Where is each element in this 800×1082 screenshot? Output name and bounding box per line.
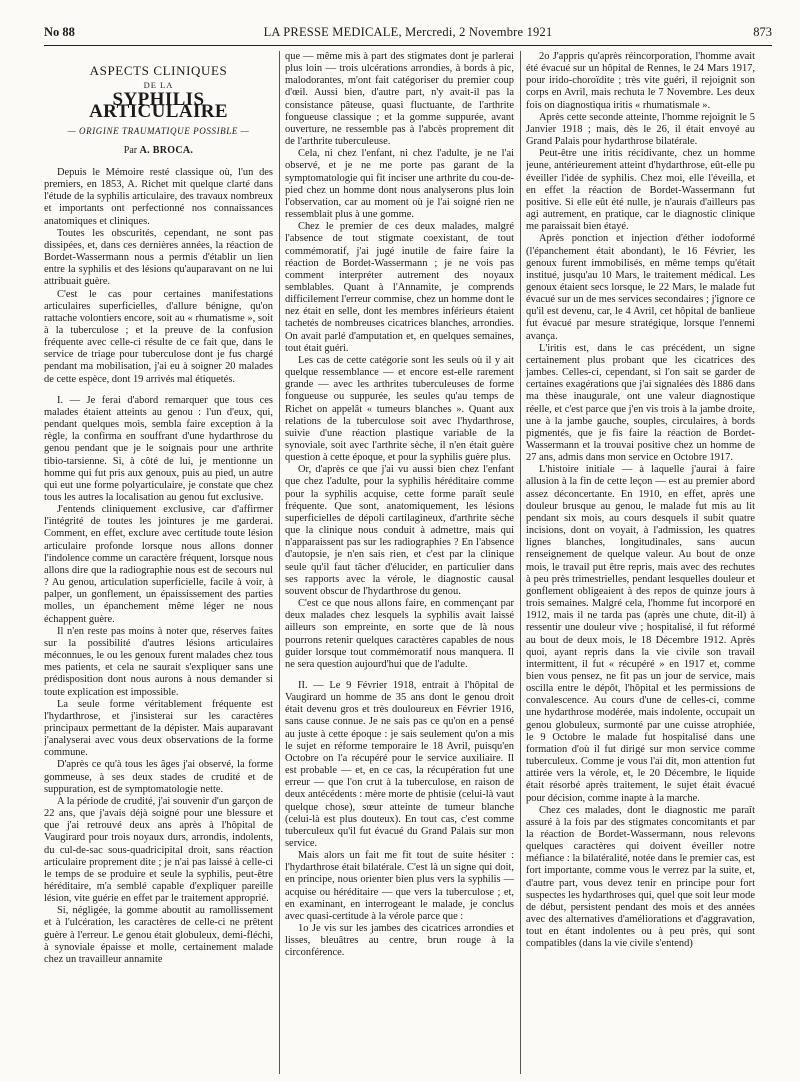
- paragraph: Après cette seconde atteinte, l'homme rejoignit le 5 Janvier 1918 ; mais, dès le 26, il était envoyé au Grand Palais pour hydarthrose bilatérale.: [526, 111, 755, 148]
- paragraph: 1o Je vis sur les jambes des cicatrices arrondies et lisses, bleuâtres au centre, brun rouge à la circonférence.: [285, 923, 514, 959]
- paragraph: L'iritis est, dans le cas précédent, un signe certainement plus probant que les cicatrices des jambes. Celles-ci, cependant, si l'on sait se garder de certaines exagérations que j'ai signalées dès 1886 dans ma thèse inaugurale, ont une valeur diagnostique réelle, et c'est parce que j'en vis trois à la jambe droite, une à la jambe gauche, souples, circulaires, à bords pigmentés, que je fis faire la réaction de Bordet-Wassermann et la trouvai positive chez un homme de 27 ans, admis dans mon service en Octobre 1917.: [526, 342, 755, 464]
- column-divider-2: [520, 51, 521, 1074]
- byline-prefix: Par: [123, 144, 138, 156]
- paragraph: que — même mis à part des stigmates dont je parlerai plus loin — trois ulcérations arrondies, à bords à pic, malodorantes, m'ont fait catégoriser du premier coup d'œil. Aussi bien, d'autre part, n'y avait-il pas la consistance pâteuse, quasi fluctuante, de l'arthrite fongueuse classique ; et la gomme suppurée, avant ouverture, ne ressemble pas à l'abcès proprement dit de l'arthrite tuberculeuse.: [285, 51, 514, 148]
- paragraph: 2o J'appris qu'après réincorporation, l'homme avait été évacué sur un hôpital de Rennes, le 24 Mars 1917, pour irido-choroïdite ; très vite guéri, il rejoignit son corps en Avril, mais rechuta le 7 Novembre. Les deux fois on diagnostiqua iritis « rhumatismale ».: [526, 51, 755, 111]
- column-divider-1: [279, 51, 280, 1074]
- paragraph: L'histoire initiale — à laquelle j'aurai à faire allusion à la fin de cette leçon — est au premier abord assez déconcertante. En 1910, en effet, après une douleur brusque au genou, le malade fut mis au lit pendant six mois, au cours desquels il subit quatre incisions, dont on voyait, à l'admission, les quatres lignes blanches, longitudinales, sans aucun renseignement de quelque valeur. Au bout de onze mois, le travail put être repris, mais avec des rechutes à peu près trimestrielles, pendant lesquelles douleur et gonflement obligeaient à des repos de quinze jours à trois semaines. Malgré cela, l'homme fut incorporé en 1912, mais il ne tarda pas (après une chute, dit-il) à ressentir une douleur vive ; hospitalisé, il fut réformé au bout de deux mois, le 18 Décembre 1912. Après quoi, ayant repris dans la vie civile son travail intermittent, il fut « récupéré » en 1917 et, comme bien vous pensez, ne fit pas un jour de service, mais oscilla entre le dépôt, l'hôpital et les permissions de convalescence. Au cours d'une de celles-ci, comme une hydarthrose modérée, mais indolente, occupait un genou globuleux, surmonté par une cuisse atrophiée, le 9 Octobre le malade fut hospitalisé dans une formation d'où il fut dirigé sur mon service comme tuberculeux. Comme je vous l'ai dit, mon attention fut attirée vers la vérole, et, le 20 Décembre, le liquide était résorbé après traitement, le sujet était évacué pour décision, comme inapte à la marche.: [526, 464, 755, 804]
- article-title-line-2: DE LA: [143, 80, 174, 91]
- paragraph: I. — Je ferai d'abord remarquer que tous ces malades étaient atteints au genou : l'un d'eux, qui, pendant quelques mois, sembla faire exception à la règle, la confirma en souffrant d'une hydarthrose du genou pendant que je le soignais pour une arthrite tibio-tarsienne. Si, à côté de lui, je mentionne un homme qui fut pris aux genoux, puis au pied, un autre qui eut une forme polyarticulaire, je constate que chez tous les autres la localisation au genou fut exclusive.: [44, 394, 273, 503]
- paragraph: II. — Le 9 Février 1918, entrait à l'hôpital de Vaugirard un homme de 35 ans dont le genou droit était devenu gros et très douloureux en Février 1916, sans cause connue. Je ne sais pas ce qu'on en a pensé au juste à cette époque : je sais seulement qu'on a mis le sujet en réforme temporaire le 18 Avril, puisqu'en Octobre on l'a récupéré pour le service auxiliaire. Il est probable — et, en ce cas, la récupération fut une erreur — que l'on crut à la tuberculose, en raison de deux antécédents : mère morte de phtisie (celui-là vaut quelque chose), sœur atteinte de tumeur blanche (celui-là est plus douteux). En tout cas, c'est comme tuberculeux qu'il fut évacué du Grand Palais sur mon service.: [285, 679, 514, 849]
- column-1: [44, 51, 273, 1074]
- article-byline: [44, 145, 273, 157]
- paragraph: Chez ces malades, dont le diagnostic me paraît assuré à la fois par des stigmates concomitants et par la réaction de Bordet-Wassermann, nous relevons quelques caractères qui doivent éveiller notre méfiance : la bilatéralité, notée dans le premier cas, est fort importante, comme vous le verrez par la suite, et, d'autre part, vous devez tenir en principe pour fort suspectes les hydarthroses qui, quel que soit leur mode de début, persistent pendant des mois et des années avec des alternatives d'améliorations et d'aggravation, tout en étant indolentes ou à peu près, qui sont compatibles (dans la vie civile s'entend): [526, 804, 755, 950]
- header-rule: [44, 45, 772, 46]
- page-header: [44, 24, 772, 44]
- paragraph: Depuis le Mémoire resté classique où, l'un des premiers, en 1853, A. Richet mit quelque clarté dans l'étude de la syphilis articulaire, des travaux nombreux et importants ont perfectionné nos connaissances anatomiques et cliniques.: [44, 166, 273, 227]
- paragraph: J'entends cliniquement exclusive, car d'affirmer l'intégrité de toutes les jointures je me garderai. Comment, en effet, exclure avec certitude toute lésion articulaire profonde lorsque nous allons donner l'indolence comme un caractère fréquent, lorsque nous allons dire que la radiographie nous est de secours nul ? Au genou, articulation superficielle, facile à voir, à palper, un gonflement, un épaississement des parties molles, un épanchement même léger ne nous échappent guère.: [44, 504, 273, 625]
- paragraph: Chez le premier de ces deux malades, malgré l'absence de tout stigmate coexistant, de tout commémoratif, j'ai jugé inutile de faire faire la réaction de Bordet-Wassermann ; je ne vois pas comment interpréter autrement des noyaux semblables. Quant à l'Annamite, je comprends difficilement l'erreur commise, chez un homme dont le nez était en selle, dont les membres inférieurs étaient tachetés de nombreuses cicatrices blanches, arrondies. On avait parlé d'amputation et, en quelques semaines, tout était guéri.: [285, 221, 514, 354]
- paragraph: Or, d'après ce que j'ai vu aussi bien chez l'enfant que chez l'adulte, pour la syphilis héréditaire comme pour la syphilis acquise, cette forme paraît seule fréquente. Que sont, anatomiquement, les lésions superficielles de dépoli cartilagineux, d'arthrite sèche que la clinique nous conduit à admettre, mais qui n'apparaissent pas sur les radiographies ? En l'absence d'autopsie, je n'en sais rien, et c'est par la clinique seule qu'il faut tâcher d'élucider, en particulier dans ses rapports avec la vérole, le diagnostic causal souvent obscur de l'hydarthrose du genou.: [285, 464, 514, 597]
- article-subtitle: — ORIGINE TRAUMATIQUE POSSIBLE —: [67, 125, 250, 136]
- paragraph: Les cas de cette catégorie sont les seuls où il y ait quelque ressemblance — et encore est-elle rarement grande — avec les arthrites tuberculeuses de forme fongueuse ou suppurée, les seules qu'au temps de Richet on appelât « tumeurs blanches ». Quant aux relations de la tuberculose soit avec l'hydarthrose, suivie d'une réaction plastique variable de la synoviale, soit avec l'arthrite sèche, il n'en était guère question à cette époque, et pour la syphilis guère plus.: [285, 354, 514, 464]
- paragraph: Après ponction et injection d'éther iodoformé (l'épanchement était abondant), le 16 Février, les genoux furent immobilisés, en même temps qu'était institué, jusqu'au 10 Mars, le traitement médical. Les genoux étaient secs lorsque, le 22 Mars, le malade fut évacué sur un de mes services secondaires ; j'ignore ce qu'il est devenu, car, le 4 Avril, cet hôpital de banlieue fut évacué par mesure stratégique, lorsque l'ennemi avança.: [526, 233, 755, 342]
- paragraph: C'est le cas pour certaines manifestations articulaires superficielles, d'allure bénigne, qu'on rattache volontiers encore, soit au « rhumatisme », soit à la tuberculose ; et la preuve de la confusion fréquente avec celle-ci résulte de ce fait que, dans le service de triage pour tuberculose dont je fus chargé pendant ma mobilisation, j'ai eu à soigner 20 malades de cette espèce, dont 19 arrivés mal étiquetés.: [44, 288, 273, 385]
- column-2: [285, 51, 514, 1074]
- journal-title-date: LA PRESSE MEDICALE, Mercredi, 2 Novembre 1921: [263, 25, 553, 39]
- paragraph: D'après ce qu'à tous les âges j'ai observé, la forme gommeuse, à ses deux stades de crudité et de suppuration, est de symptomatologie nette.: [44, 759, 273, 795]
- article-title-block: [44, 51, 273, 167]
- paragraph: Cela, ni chez l'enfant, ni chez l'adulte, je ne l'ai observé, et je ne me porte pas garant de la symptomatologie qui fit inciser une arthrite du cou-de-pied chez un homme dont nous analyserons plus loin l'observation, car au moment où je l'ai soigné rien ne ressemblait plus à une gomme.: [285, 148, 514, 221]
- paragraph: C'est ce que nous allons faire, en commençant par deux malades chez lesquels la syphilis avait laissé ailleurs son empreinte, en sorte que de là nous pourrons retenir quelques caractères capables de nous guider lorsque tout commémoratif nous manquera. Il ne sera question aujourd'hui que de l'adulte.: [285, 598, 514, 670]
- column-3: [526, 51, 755, 1074]
- paragraph: La seule forme véritablement fréquente est l'hydarthrose, et j'insisterai sur les caractères principaux permettant de la dépister. Mais auparavant j'analyserai avec vous deux observations de la forme commune.: [44, 698, 273, 759]
- article-main-title: SYPHILIS ARTICULAIRE: [89, 89, 228, 123]
- page-number: 873: [753, 25, 772, 39]
- paragraph: Il n'en reste pas moins à noter que, réserves faites sur la possibilité d'autres lésions articulaires méconnues, le ou les genoux furent malades chez tous mes patients, et cela ne saurait s'expliquer sans une prédisposition dont nous aurons à nous demander si toute explication est impossible.: [44, 625, 273, 698]
- article-title-line-1: ASPECTS CLINIQUES: [89, 63, 228, 78]
- paragraph: Si, négligée, la gomme aboutit au ramollissement et à l'ulcération, les caractères de celle-ci ne prêtent guère à l'erreur. Le genou était globuleux, demi-fléchi, à synoviale épaisse et molle, certainement malade chez un travailleur annamite: [44, 905, 273, 965]
- issue-number: No 88: [44, 25, 75, 39]
- paragraph: Mais alors un fait me fit tout de suite hésiter : l'hydarthrose était bilatérale. C'est là un signe qui doit, en principe, nous orienter bien plus vers la syphilis — acquise ou héréditaire — que vers la tuberculose ; et, en examinant, en interrogeant le malade, je conclus avec quasi-certitude à la vérole parce que :: [285, 850, 514, 922]
- paragraph: Peut-être une iritis récidivante, chez un homme jeune, antérieurement atteint d'hydarthrose, eût-elle pu éveiller l'idée de syphilis. Chez moi, elle l'éveilla, et en effet la réaction de Bordet-Wassermann fut positive. Si elle eût été nulle, je n'aurais d'ailleurs pas agi autrement, en pratique, car le diagnostic clinique me paraissait bien étayé.: [526, 148, 755, 233]
- author-name: A. BROCA.: [139, 144, 194, 156]
- paragraph: A la période de crudité, j'ai souvenir d'un garçon de 22 ans, que j'avais déjà soigné pour une blessure et que j'ai retrouvé deux ans après à l'hôpital de Vaugirard pour trois noyaux durs, arrondis, indolents, du cul-de-sac sous-quadricipital droit, sans réaction articulaire proprement dite ; je n'ai pas laissé à celle-ci le temps de se produire et seule la syphilis, peut-être héréditaire, m'a semblé capable d'expliquer pareille lésion, vite guérie en effet par le traitement approprié.: [44, 795, 273, 905]
- paragraph: Toutes les obscurités, cependant, ne sont pas dissipées, et, dans ces dernières années, la réaction de Bordet-Wassermann nous a permis d'établir un lien entre la syphilis et des lésions qu'auparavant on ne lui attribuait guère.: [44, 227, 273, 288]
